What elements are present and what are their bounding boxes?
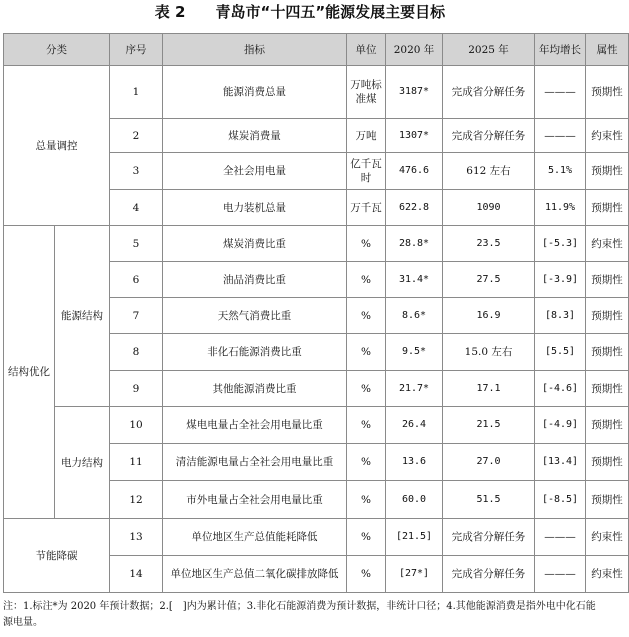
row-seq: 10 bbox=[110, 407, 163, 444]
row-indicator: 非化石能源消费比重 bbox=[163, 334, 347, 371]
row-seq: 5 bbox=[110, 226, 163, 262]
row-attr: 预期性 bbox=[586, 153, 629, 190]
row-growth: ——— bbox=[535, 556, 586, 593]
row-2025: 23.5 bbox=[443, 226, 535, 262]
row-seq: 12 bbox=[110, 481, 163, 519]
row-2025: 完成省分解任务 bbox=[443, 519, 535, 556]
row-2025: 17.1 bbox=[443, 371, 535, 407]
row-indicator: 全社会用电量 bbox=[163, 153, 347, 190]
table-row bbox=[4, 226, 629, 262]
row-seq: 2 bbox=[110, 119, 163, 153]
row-2020: 28.8* bbox=[386, 226, 443, 262]
subgroup-power-structure: 电力结构 bbox=[55, 407, 110, 519]
header-indicator: 指标 bbox=[163, 34, 347, 66]
row-2025: 51.5 bbox=[443, 481, 535, 519]
row-unit: % bbox=[347, 298, 386, 334]
row-attr: 约束性 bbox=[586, 519, 629, 556]
row-2020: 21.7* bbox=[386, 371, 443, 407]
row-attr: 预期性 bbox=[586, 334, 629, 371]
row-attr: 约束性 bbox=[586, 119, 629, 153]
row-growth: 11.9% bbox=[535, 190, 586, 226]
row-attr: 预期性 bbox=[586, 371, 629, 407]
header-seq: 序号 bbox=[110, 34, 163, 66]
group-energy-saving: 节能降碳 bbox=[4, 519, 110, 593]
row-indicator: 清洁能源电量占全社会用电量比重 bbox=[163, 444, 347, 481]
row-growth: ——— bbox=[535, 119, 586, 153]
row-unit: 万吨 bbox=[347, 119, 386, 153]
row-unit: % bbox=[347, 481, 386, 519]
row-seq: 3 bbox=[110, 153, 163, 190]
row-indicator: 天然气消费比重 bbox=[163, 298, 347, 334]
row-2020: 9.5* bbox=[386, 334, 443, 371]
row-seq: 8 bbox=[110, 334, 163, 371]
header-attr: 属性 bbox=[586, 34, 629, 66]
row-growth: [13.4] bbox=[535, 444, 586, 481]
row-indicator: 其他能源消费比重 bbox=[163, 371, 347, 407]
row-2025: 完成省分解任务 bbox=[443, 556, 535, 593]
row-attr: 预期性 bbox=[586, 444, 629, 481]
header-unit: 单位 bbox=[347, 34, 386, 66]
row-seq: 7 bbox=[110, 298, 163, 334]
table-row bbox=[4, 66, 629, 119]
table-row bbox=[4, 519, 629, 556]
row-2025: 21.5 bbox=[443, 407, 535, 444]
row-2025: 完成省分解任务 bbox=[443, 66, 535, 119]
row-growth: [-3.9] bbox=[535, 262, 586, 298]
header-category: 分类 bbox=[4, 34, 110, 66]
row-2020: [27*] bbox=[386, 556, 443, 593]
row-growth: [-5.3] bbox=[535, 226, 586, 262]
row-unit: % bbox=[347, 519, 386, 556]
row-attr: 预期性 bbox=[586, 298, 629, 334]
row-unit: % bbox=[347, 371, 386, 407]
row-attr: 预期性 bbox=[586, 66, 629, 119]
row-indicator: 单位地区生产总值二氧化碳排放降低 bbox=[163, 556, 347, 593]
row-2025: 27.5 bbox=[443, 262, 535, 298]
row-growth: ——— bbox=[535, 66, 586, 119]
row-seq: 1 bbox=[110, 66, 163, 119]
row-indicator: 油品消费比重 bbox=[163, 262, 347, 298]
row-unit: % bbox=[347, 334, 386, 371]
row-indicator: 单位地区生产总值能耗降低 bbox=[163, 519, 347, 556]
row-2020: [21.5] bbox=[386, 519, 443, 556]
row-growth: 5.1% bbox=[535, 153, 586, 190]
row-2020: 60.0 bbox=[386, 481, 443, 519]
row-indicator: 煤电电量占全社会用电量比重 bbox=[163, 407, 347, 444]
row-2025: 完成省分解任务 bbox=[443, 119, 535, 153]
row-seq: 6 bbox=[110, 262, 163, 298]
row-attr: 预期性 bbox=[586, 190, 629, 226]
row-growth: [-4.6] bbox=[535, 371, 586, 407]
row-growth: ——— bbox=[535, 519, 586, 556]
row-growth: [8.3] bbox=[535, 298, 586, 334]
row-seq: 14 bbox=[110, 556, 163, 593]
row-unit: % bbox=[347, 226, 386, 262]
row-unit: 万千瓦 bbox=[347, 190, 386, 226]
row-indicator: 电力装机总量 bbox=[163, 190, 347, 226]
table-footnote: 注：1.标注*为 2020 年预计数据；2.[ ]内为累计值；3.非化石能源消费为预计数据，非统计口径；4.其他能源消费是指外电中化石能源电量。 bbox=[3, 601, 596, 628]
row-attr: 约束性 bbox=[586, 226, 629, 262]
row-2020: 13.6 bbox=[386, 444, 443, 481]
row-growth: [5.5] bbox=[535, 334, 586, 371]
group-structure-optimization: 结构优化 bbox=[4, 226, 55, 519]
row-2025: 16.9 bbox=[443, 298, 535, 334]
group-total-control: 总量调控 bbox=[4, 66, 110, 226]
row-2020: 26.4 bbox=[386, 407, 443, 444]
row-2025: 1090 bbox=[443, 190, 535, 226]
header-2025: 2025 年 bbox=[443, 34, 535, 66]
row-indicator: 煤炭消费量 bbox=[163, 119, 347, 153]
row-2025: 27.0 bbox=[443, 444, 535, 481]
row-2025: 612 左右 bbox=[443, 153, 535, 190]
row-unit: 万吨标准煤 bbox=[347, 66, 386, 119]
row-indicator: 能源消费总量 bbox=[163, 66, 347, 119]
row-2020: 476.6 bbox=[386, 153, 443, 190]
row-unit: % bbox=[347, 262, 386, 298]
row-2020: 622.8 bbox=[386, 190, 443, 226]
energy-targets-table bbox=[3, 33, 629, 593]
table-title: 表 2 青岛市“十四五”能源发展主要目标 bbox=[154, 3, 446, 21]
row-indicator: 煤炭消费比重 bbox=[163, 226, 347, 262]
row-unit: % bbox=[347, 407, 386, 444]
row-2025: 15.0 左右 bbox=[443, 334, 535, 371]
row-unit: % bbox=[347, 444, 386, 481]
header-row bbox=[4, 34, 629, 66]
row-attr: 预期性 bbox=[586, 481, 629, 519]
row-2020: 31.4* bbox=[386, 262, 443, 298]
row-attr: 预期性 bbox=[586, 262, 629, 298]
header-2020: 2020 年 bbox=[386, 34, 443, 66]
header-growth: 年均增长 bbox=[535, 34, 586, 66]
row-2020: 3187* bbox=[386, 66, 443, 119]
row-attr: 约束性 bbox=[586, 556, 629, 593]
row-2020: 8.6* bbox=[386, 298, 443, 334]
row-growth: [-4.9] bbox=[535, 407, 586, 444]
row-unit: 亿千瓦时 bbox=[347, 153, 386, 190]
row-attr: 预期性 bbox=[586, 407, 629, 444]
row-2020: 1307* bbox=[386, 119, 443, 153]
row-unit: % bbox=[347, 556, 386, 593]
row-seq: 4 bbox=[110, 190, 163, 226]
row-seq: 11 bbox=[110, 444, 163, 481]
row-seq: 13 bbox=[110, 519, 163, 556]
subgroup-energy-structure: 能源结构 bbox=[55, 226, 110, 407]
row-seq: 9 bbox=[110, 371, 163, 407]
table-row bbox=[4, 407, 629, 444]
row-indicator: 市外电量占全社会用电量比重 bbox=[163, 481, 347, 519]
row-growth: [-8.5] bbox=[535, 481, 586, 519]
